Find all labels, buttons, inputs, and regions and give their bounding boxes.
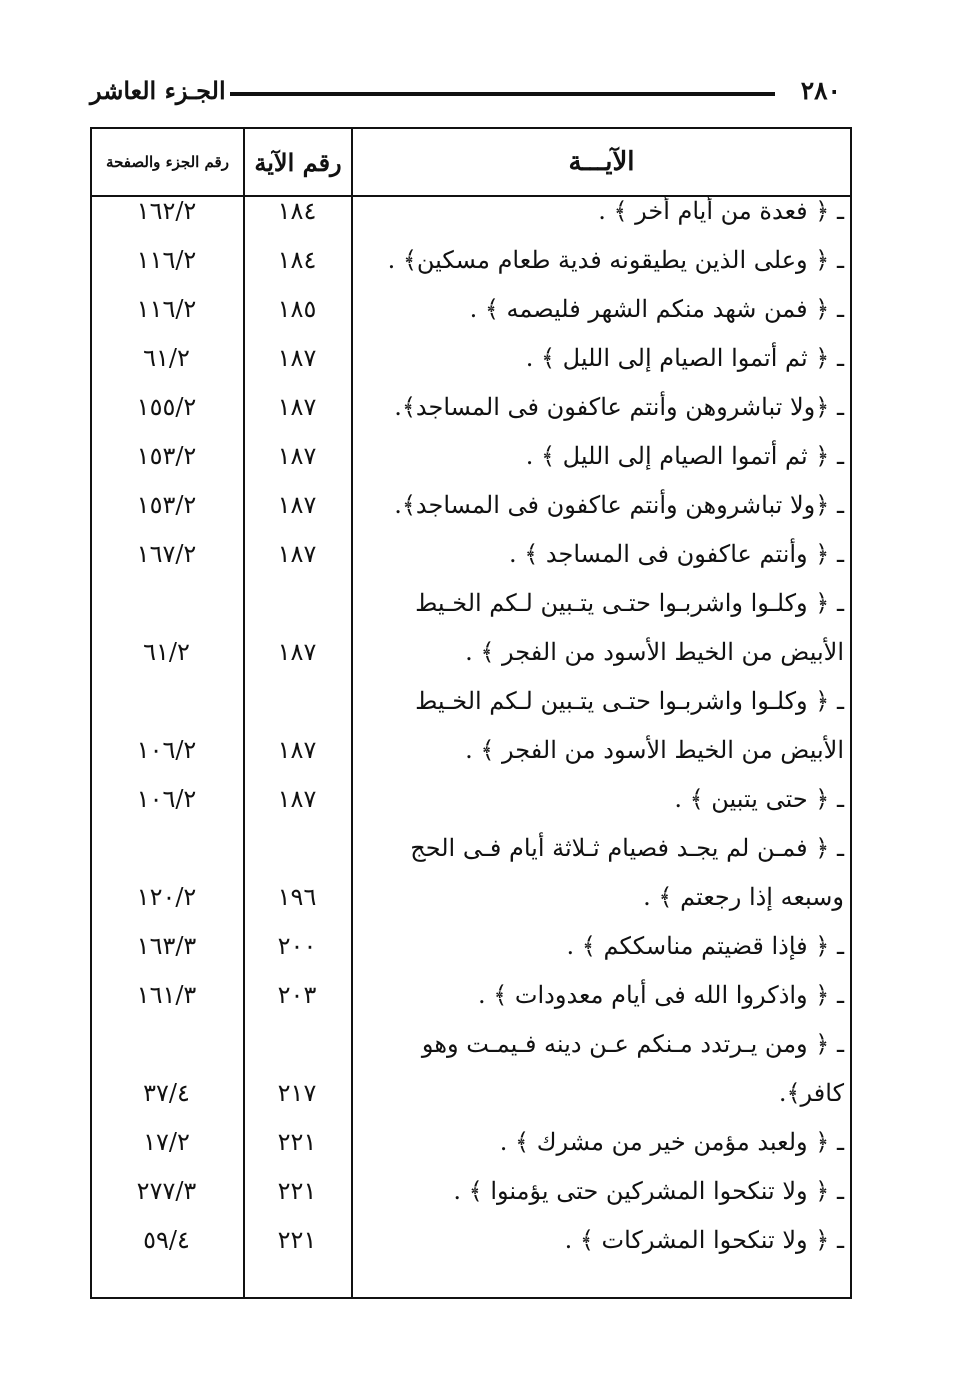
ayah-text: كافر﴾. [778,1079,844,1107]
ayah-text: ـ ﴿ فعدة من أيام أخر ﴾ . [598,197,844,225]
ayah-text: ـ ﴿ فمن شهد منكم الشهر فليصمه ﴾ . [469,295,844,323]
ayah-text: ـ ﴿ وعلى الذين يطيقونه فدية طعام مسكين﴾ . [387,246,844,274]
ayah-text: ـ ﴿ وأنتم عاكفون فى المساجد ﴾ . [508,540,844,568]
part-page-ref: ١٥٣/٢ [136,491,197,519]
table-row [92,981,850,1030]
ayah-number: ١٩٦ [277,883,317,911]
table-row [92,442,850,491]
ayah-number: ١٨٧ [277,540,317,568]
table-row [92,932,850,981]
page-header [90,70,855,120]
part-page-ref: ١٠٦/٢ [136,736,197,764]
part-page-ref: ١٠٦/٢ [136,785,197,813]
ayah-number: ١٨٤ [277,197,317,225]
ayah-number: ٢١٧ [277,1079,317,1107]
part-page-ref: ١٧/٢ [143,1128,190,1156]
ayah-text: ـ ﴿ ولعبد مؤمن خير من مشرك ﴾ . [499,1128,844,1156]
ayah-number: ٢٠٠ [277,932,317,960]
page-number: ٢٨٠ [800,76,841,105]
ayah-number: ١٨٧ [277,344,317,372]
table-row [92,834,850,932]
table-row [92,687,850,785]
part-page-ref: ١٦٧/٢ [136,540,197,568]
table-row [92,246,850,295]
ayah-text: وسبعه إذا رجعتم ﴾ . [643,883,844,911]
ayah-number: ٢٠٣ [277,981,317,1009]
ayah-text: الأبيض من الخيط الأسود من الفجر ﴾ . [465,736,844,764]
part-title: الجـزء العاشر [90,76,226,105]
ayah-text: ـ ﴿ ولا تنكحوا المشركات ﴾ . [564,1226,844,1254]
ayah-text: ـ ﴿ ومن يـرتدد مـنكم عـن دينه فـيمـت وهو [421,1030,844,1058]
ayah-text: ـ ﴿ ثم أتموا الصيام إلى الليل ﴾ . [525,344,844,372]
part-page-ref: ١٢٠/٢ [136,883,197,911]
ayah-number: ١٨٤ [277,246,317,274]
table-row [92,393,850,442]
column-header-ayah: الآيـــة [568,147,635,177]
ayah-number: ١٨٧ [277,736,317,764]
column-header-part-page: رقم الجزء والصفحة [106,153,229,171]
part-page-ref: ١٥٣/٢ [136,442,197,470]
ayah-number: ١٨٧ [277,491,317,519]
ayah-text: ـ ﴿ولا تباشروهن وأنتم عاكفون فى المساجد﴾. [394,491,844,519]
ayah-text: ـ ﴿ حتى يتبين ﴾ . [674,785,844,813]
table-row [92,540,850,589]
table-row [92,295,850,344]
ayah-number: ١٨٧ [277,393,317,421]
part-page-ref: ١١٦/٢ [136,246,197,274]
table-row [92,1030,850,1128]
ayah-number: ٢٢١ [277,1177,317,1205]
ayah-number: ١٨٥ [277,295,317,323]
part-page-ref: ١١٦/٢ [136,295,197,323]
ayah-text: الأبيض من الخيط الأسود من الفجر ﴾ . [465,638,844,666]
ayah-number: ٢٢١ [277,1128,317,1156]
table-row [92,1128,850,1177]
ayah-number: ١٨٧ [277,638,317,666]
ayah-text: ـ ﴿ولا تباشروهن وأنتم عاكفون فى المساجد﴾. [394,393,844,421]
table-row [92,785,850,834]
part-page-ref: ١٥٥/٢ [136,393,197,421]
ayah-text: ـ ﴿ وكلـوا واشربـوا حتـى يتـبين لـكم الخـيط [415,687,844,715]
ayah-number: ٢٢١ [277,1226,317,1254]
ayah-text: ـ ﴿ فمـن لم يجـد فصيام ثـلاثة أيام فـى الحج [410,834,844,862]
part-page-ref: ٥٩/٤ [143,1226,190,1254]
header-rule [230,92,775,96]
part-page-ref: ٦١/٢ [143,638,190,666]
table-row [92,1177,850,1226]
part-page-ref: ٢٧٧/٣ [136,1177,197,1205]
ayah-text: ـ ﴿ واذكروا الله فى أيام معدودات ﴾ . [477,981,844,1009]
ayah-text: ـ ﴿ ولا تنكحوا المشركين حتى يؤمنوا ﴾ . [453,1177,844,1205]
table-row [92,1226,850,1275]
ayah-number: ١٨٧ [277,442,317,470]
ayah-text: ـ ﴿ ثم أتموا الصيام إلى الليل ﴾ . [525,442,844,470]
column-header-ayah-number: رقم الآية [254,147,342,177]
part-page-ref: ١٦١/٣ [136,981,197,1009]
table-row [92,197,850,246]
part-page-ref: ٣٧/٤ [143,1079,190,1107]
table-row [92,491,850,540]
ayah-text: ـ ﴿ وكلـوا واشربـوا حتـى يتـبين لـكم الخـيط [415,589,844,617]
ayah-text: ـ ﴿ فإذا قضيتم مناسككم ﴾ . [566,932,844,960]
table-row [92,344,850,393]
part-page-ref: ٦١/٢ [143,344,190,372]
part-page-ref: ١٦٢/٢ [136,197,197,225]
ayah-number: ١٨٧ [277,785,317,813]
table-row [92,589,850,687]
part-page-ref: ١٦٣/٣ [136,932,197,960]
